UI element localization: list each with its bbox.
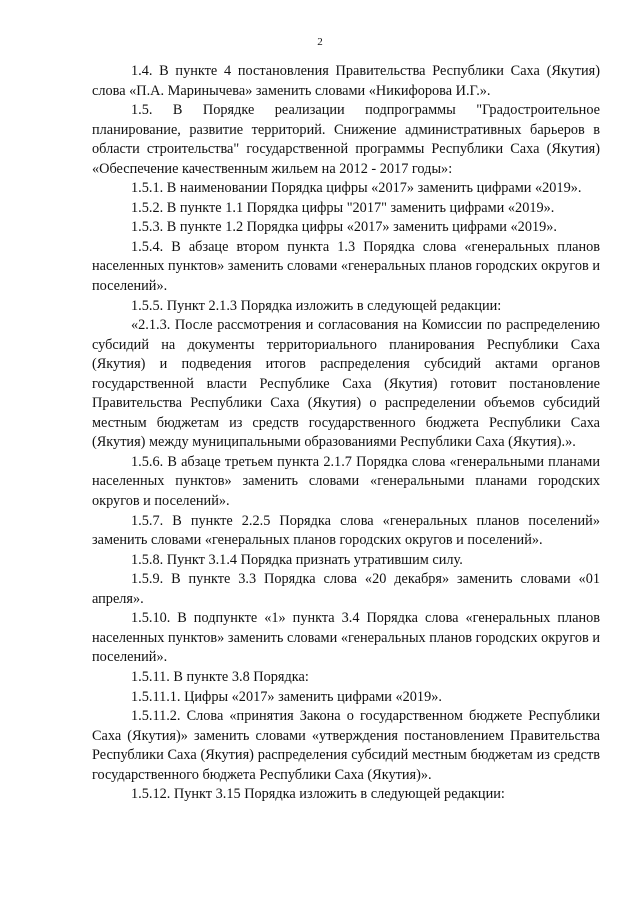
document-body xyxy=(92,62,600,805)
paragraph-1-5-11-2: 1.5.11.2. Слова «принятия Закона о государственном бюджете Республики Саха (Якутия)» заменить словами «утверждения постановлением Правительства Республики Саха (Якутия) распределения субсидий местным бюджетам из средств государственного бюджета Республики Саха (Якутия)». xyxy=(92,708,600,783)
paragraph-1-5-6: 1.5.6. В абзаце третьем пункта 2.1.7 Порядка слова «генеральными планами населенных пунктов» заменить словами «генеральными планами городских округов и поселений». xyxy=(92,453,600,510)
paragraph-2-1-3-quote: «2.1.3. После рассмотрения и согласования на Комиссии по распределению субсидий на документы территориального планирования Республики Саха (Якутия) и подведения итогов распределения субсидий актами органов государственной власти Республике Саха (Якутия) готовит постановление Правительства Республики Саха (Якутия) о распределении объемов субсидий местным бюджетам из средств государственного бюджета Республики Саха (Якутия) между муниципальными образованиями Республики Саха (Якутия).». xyxy=(92,317,600,451)
paragraph-1-5-10: 1.5.10. В подпункте «1» пункта 3.4 Порядка слова «генеральных планов населенных пунктов» заменить словами «генеральных планов городских округов и поселений». xyxy=(92,610,600,666)
paragraph-1-5-7: 1.5.7. В пункте 2.2.5 Порядка слова «генеральных планов поселений» заменить словами «генеральных планов городских округов и поселений». xyxy=(92,512,600,549)
paragraph-1-4: 1.4. В пункте 4 постановления Правительства Республики Саха (Якутия) слова «П.А. Маринычева» заменить словами «Никифорова И.Г.». xyxy=(92,63,600,99)
paragraph-1-5-5: 1.5.5. Пункт 2.1.3 Порядка изложить в следующей редакции: xyxy=(131,297,502,314)
paragraph-1-5-11-1: 1.5.11.1. Цифры «2017» заменить цифрами «2019». xyxy=(131,688,442,705)
paragraph-1-5-11: 1.5.11. В пункте 3.8 Порядка: xyxy=(131,668,309,685)
paragraph-1-5-9: 1.5.9. В пункте 3.3 Порядка слова «20 декабря» заменить словами «01 апреля». xyxy=(92,571,600,607)
paragraph-1-5-3: 1.5.3. В пункте 1.2 Порядка цифры «2017» заменить цифрами «2019». xyxy=(131,219,557,236)
paragraph-1-5-2: 1.5.2. В пункте 1.1 Порядка цифры "2017" заменить цифрами «2019». xyxy=(131,199,555,216)
paragraph-1-5-12: 1.5.12. Пункт 3.15 Порядка изложить в следующей редакции: xyxy=(131,786,505,803)
paragraph-1-5-8: 1.5.8. Пункт 3.1.4 Порядка признать утратившим силу. xyxy=(131,551,463,568)
page-number: 2 xyxy=(317,36,323,48)
paragraph-1-5-4: 1.5.4. В абзаце втором пункта 1.3 Порядка слова «генеральных планов населенных пунктов» заменить словами «генеральных планов городских округов и поселений». xyxy=(92,238,600,295)
paragraph-1-5: 1.5. В Порядке реализации подпрограммы "Градостроительное планирование, развитие территорий. Снижение административных барьеров в области строительства" государственной программы Республики Саха (Якутия) «Обеспечение качественным жильем на 2012 - 2017 годы»: xyxy=(92,102,600,177)
paragraph-1-5-1: 1.5.1. В наименовании Порядка цифры «2017» заменить цифрами «2019». xyxy=(131,180,582,197)
